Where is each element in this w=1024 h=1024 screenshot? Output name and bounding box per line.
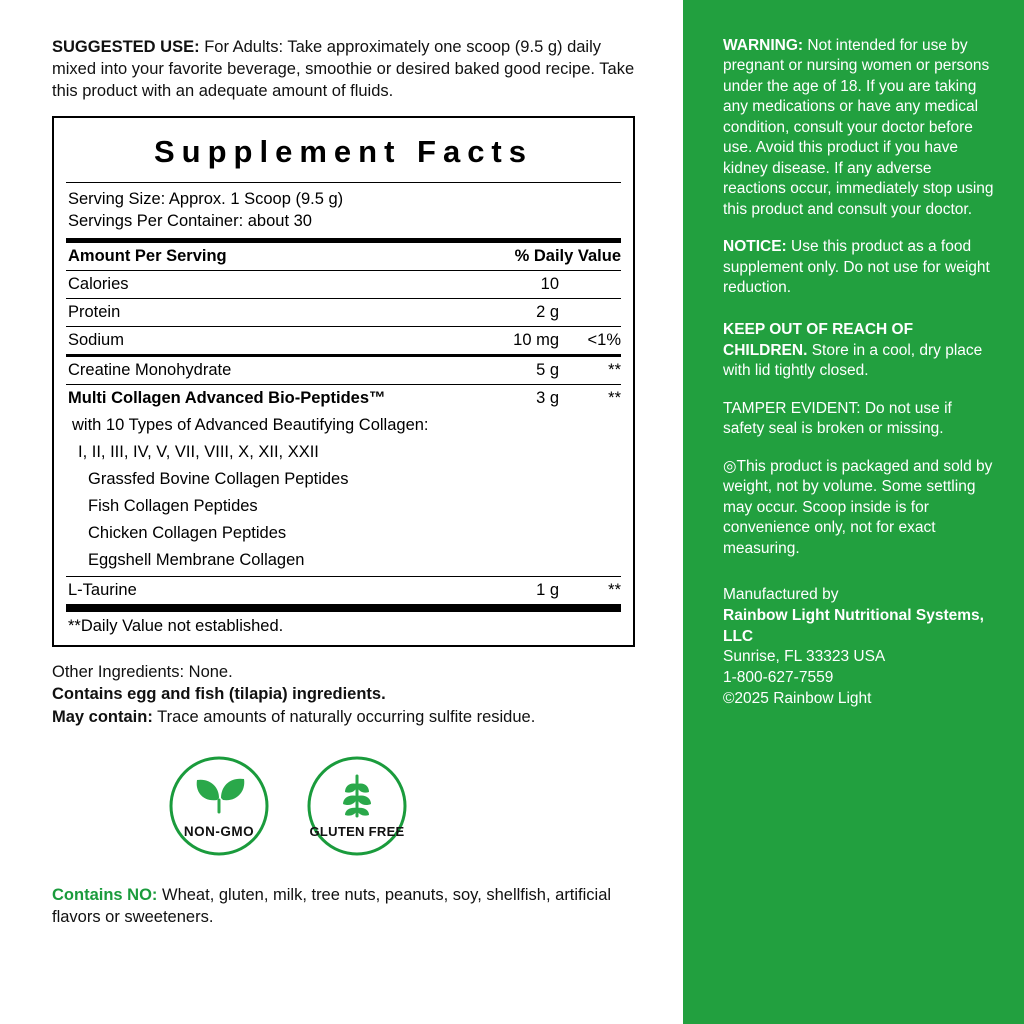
may-contain-label: May contain: — [52, 707, 153, 726]
non-gmo-icon — [167, 754, 271, 858]
table-row — [66, 493, 621, 520]
supplement-facts-table — [66, 243, 621, 604]
nutrient-dv — [559, 299, 621, 327]
table-row — [66, 271, 621, 299]
nutrient-dv: ** — [608, 581, 621, 600]
table-row — [66, 577, 621, 605]
contains-allergens: Contains egg and fish (tilapia) ingredients. — [52, 685, 386, 704]
nutrient-amount: 10 mg — [473, 327, 559, 356]
gluten-free-badge — [305, 754, 409, 858]
keep-out-text: Store in a cool, dry place with lid tightly closed. — [723, 341, 983, 380]
table-row — [66, 327, 621, 356]
svg-text:NON-GMO: NON-GMO — [183, 824, 254, 839]
nutrient-amount: 2 g — [473, 299, 559, 327]
suggested-use — [52, 36, 643, 102]
table-row — [66, 439, 621, 466]
table-row — [66, 412, 621, 439]
nutrient-amount: 10 — [473, 271, 559, 299]
serving-size: Serving Size: Approx. 1 Scoop (9.5 g) — [68, 190, 344, 209]
company-phone: 1-800-627-7559 — [723, 669, 834, 687]
warning-block — [723, 36, 994, 220]
non-gmo-badge — [167, 754, 271, 858]
company-name: Rainbow Light Nutritional Systems, LLC — [723, 606, 984, 645]
svg-text:GLUTEN FREE: GLUTEN FREE — [308, 824, 405, 839]
tamper-evident-text: TAMPER EVIDENT: Do not use if safety seal is broken or missing. — [723, 399, 952, 438]
collagen-types: I, II, III, IV, V, VII, VIII, X, XII, XXII — [78, 443, 319, 462]
nutrient-dv: ** — [559, 356, 621, 385]
keep-out-block — [723, 320, 994, 381]
notice-text: Use this product as a food supplement only. Do not use for weight reduction. — [723, 238, 990, 296]
other-ingredients-line: Other Ingredients: None. — [52, 663, 233, 682]
nutrient-dv: ** — [608, 389, 621, 408]
weight-notice-text: ◎This product is packaged and sold by weight, not by volume. Some settling may occur. Scoop inside is for convenience only, not for exact measuring. — [723, 457, 993, 557]
nutrient-dv: <1% — [559, 327, 621, 356]
suggested-use-text: For Adults: Take approximately one scoop (9.5 g) daily mixed into your favorite beverage, smoothie or desired baked good recipe. Take this product with an adequate amount of fluids. — [52, 38, 635, 101]
supplement-facts-title: Supplement Facts — [154, 134, 533, 170]
nutrient-amount: 3 g — [536, 389, 559, 408]
table-row — [66, 466, 621, 493]
collagen-source: Grassfed Bovine Collagen Peptides — [88, 470, 349, 489]
collagen-source: Fish Collagen Peptides — [88, 497, 258, 516]
right-panel — [683, 0, 1024, 1024]
nutrient-subnote: with 10 Types of Advanced Beautifying Collagen: — [72, 416, 429, 435]
manufactured-by-label: Manufactured by — [723, 585, 839, 603]
certification-badges — [52, 754, 643, 858]
notice-label: NOTICE: — [723, 238, 787, 256]
nutrient-amount: 1 g — [536, 581, 559, 600]
warning-text: Not intended for use by pregnant or nursing women or persons under the age of 18. If you are taking any medications or have any medical condition, consult your doctor before use. Avoid this product if you have kidney disease. If any adverse reactions occur, immediately stop using this product and consult your doctor. — [723, 37, 994, 218]
collagen-source: Eggshell Membrane Collagen — [66, 547, 621, 577]
contains-no-label: Contains NO: — [52, 886, 158, 904]
col-amount-header: Amount Per Serving — [66, 243, 473, 271]
warning-label: WARNING: — [723, 37, 804, 54]
notice-block — [723, 237, 994, 298]
table-row — [66, 299, 621, 327]
nutrient-dv — [559, 271, 621, 299]
keep-out-label: KEEP OUT OF REACH OF CHILDREN. — [723, 321, 914, 359]
nutrient-name: Protein — [66, 299, 473, 327]
nutrient-amount: 5 g — [473, 356, 559, 385]
nutrient-name: Calories — [66, 271, 473, 299]
copyright: ©2025 Rainbow Light — [723, 689, 872, 707]
nutrient-name: Creatine Monohydrate — [66, 356, 473, 385]
gluten-free-icon — [305, 754, 409, 858]
nutrient-name: L-Taurine — [68, 581, 137, 600]
nutrient-name: Multi Collagen Advanced Bio-Peptides™ — [68, 389, 386, 408]
daily-value-footnote: **Daily Value not established. — [68, 617, 284, 636]
table-row — [66, 520, 621, 547]
servings-per-container: Servings Per Container: about 30 — [68, 211, 312, 230]
nutrient-name: Sodium — [66, 327, 473, 356]
table-header-row — [66, 243, 621, 271]
company-address: Sunrise, FL 33323 USA — [723, 648, 886, 666]
may-contain-text: Trace amounts of naturally occurring sulfite residue. — [152, 707, 536, 726]
table-row — [66, 385, 621, 413]
table-row — [66, 356, 621, 385]
other-ingredients — [52, 661, 643, 728]
collagen-source: Chicken Collagen Peptides — [88, 524, 287, 543]
contains-no — [52, 884, 643, 929]
manufacturer-block — [723, 585, 994, 710]
suggested-use-label: SUGGESTED USE: — [52, 38, 200, 56]
table-row — [66, 547, 621, 577]
supplement-facts-panel — [52, 116, 635, 647]
contains-no-text: Wheat, gluten, milk, tree nuts, peanuts, soy, shellfish, artificial flavors or sweeteners. — [52, 886, 612, 927]
col-dv-header: % Daily Value — [473, 243, 621, 271]
